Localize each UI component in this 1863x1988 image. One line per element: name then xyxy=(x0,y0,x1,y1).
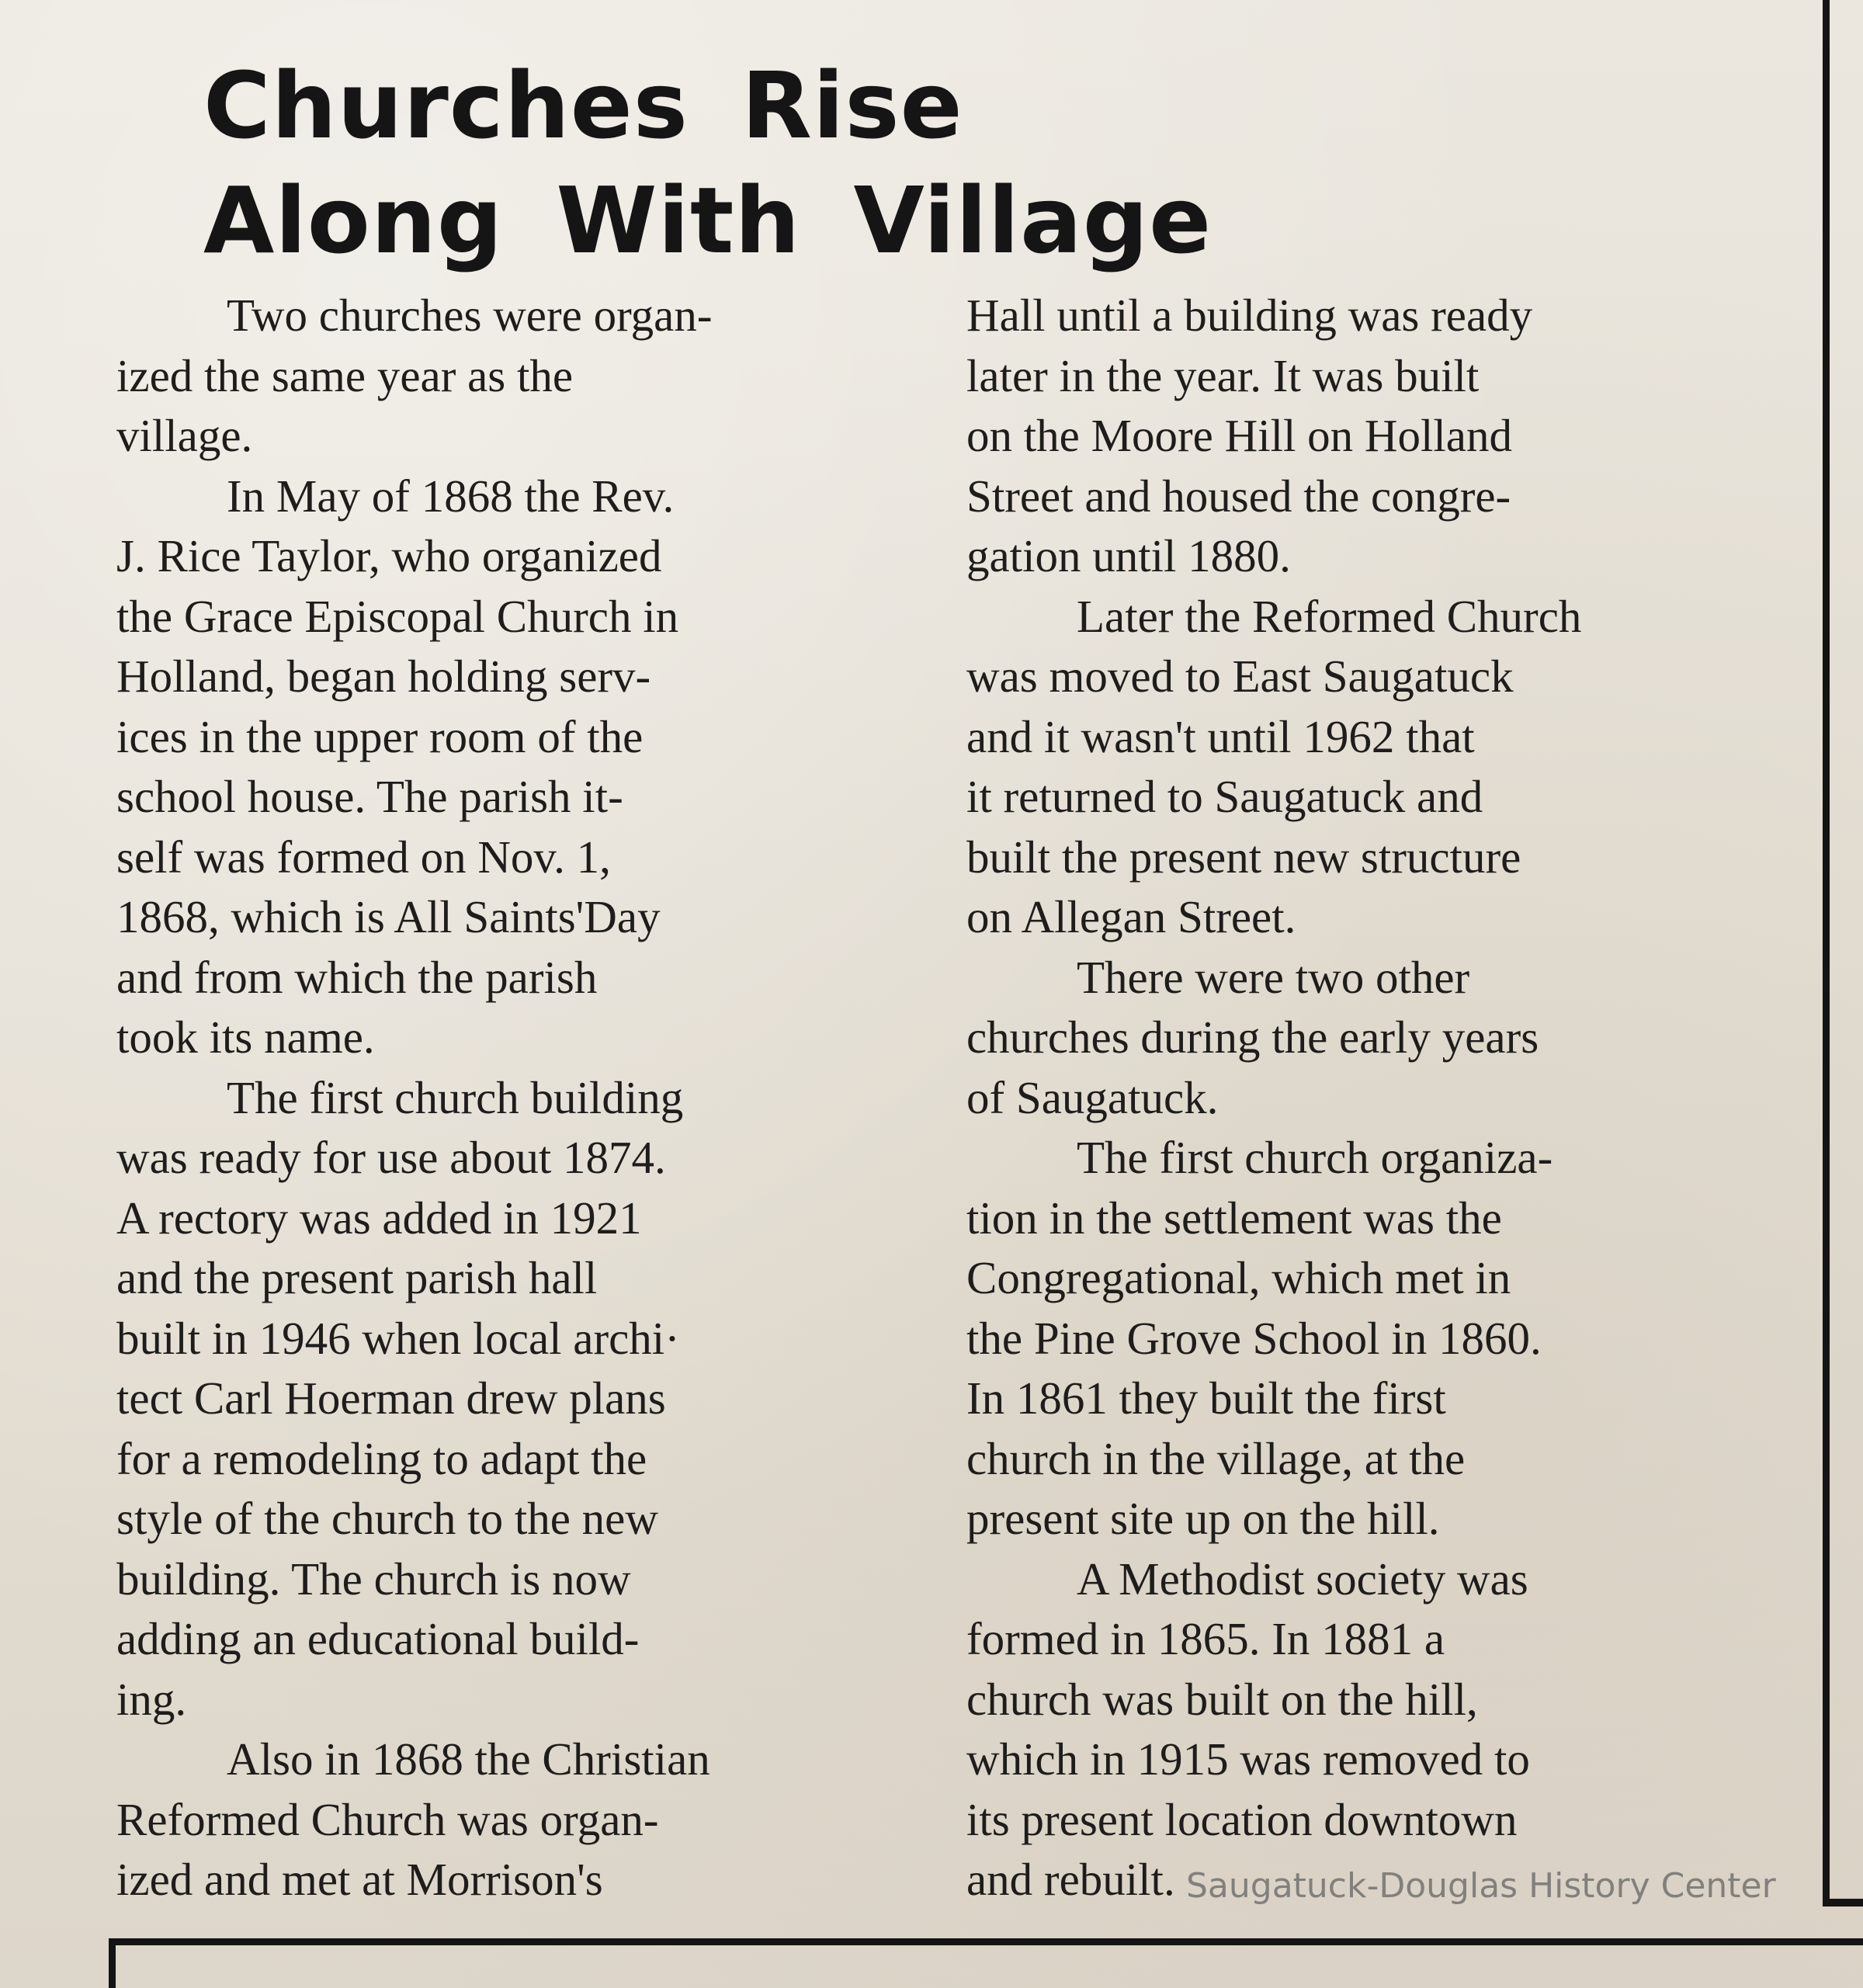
article-line: Congregational, which met in xyxy=(966,1252,1511,1303)
article-headline xyxy=(203,48,1212,278)
watermark: Saugatuck-Douglas History Center xyxy=(1186,1866,1776,1906)
article-line: churches during the early years xyxy=(966,1011,1539,1063)
article-line: was moved to East Saugatuck xyxy=(966,651,1514,702)
article-line: Also in 1868 the Christian xyxy=(227,1733,710,1785)
article-line: took its name. xyxy=(116,1011,375,1063)
article-line: A Methodist society was xyxy=(1077,1553,1528,1605)
border-rule-bottom xyxy=(109,1938,1863,1945)
article-line: style of the church to the new xyxy=(116,1493,658,1544)
article-line: Hall until a building was ready xyxy=(966,290,1533,341)
article-line: formed in 1865. In 1881 a xyxy=(966,1613,1445,1664)
article-line: on the Moore Hill on Holland xyxy=(966,410,1512,461)
article-line: built the present new structure xyxy=(966,831,1521,883)
article-line: Two churches were organ- xyxy=(227,290,713,341)
article-line: church in the village, at the xyxy=(966,1432,1466,1484)
article-line: present site up on the hill. xyxy=(966,1493,1440,1544)
article-line: on Allegan Street. xyxy=(966,891,1296,942)
article-line: it returned to Saugatuck and xyxy=(966,771,1483,822)
article-column-left xyxy=(116,286,713,1910)
article-line: 1868, which is All Saints'Day xyxy=(116,891,661,942)
article-line: ices in the upper room of the xyxy=(116,710,644,762)
article-line: for a remodeling to adapt the xyxy=(116,1432,647,1484)
article-line: gation until 1880. xyxy=(966,530,1291,581)
article-line: ized and met at Morrison's xyxy=(116,1854,603,1905)
article-line: which in 1915 was removed to xyxy=(966,1733,1530,1785)
article-line: adding an educational build- xyxy=(116,1613,640,1664)
headline-line-2: Along With Village xyxy=(203,167,1213,274)
article-line: its present location downtown xyxy=(966,1793,1518,1845)
article-line: and from which the parish xyxy=(116,951,598,1003)
article-line: The first church building xyxy=(227,1071,684,1123)
article-line: Reformed Church was organ- xyxy=(116,1793,659,1845)
article-line: A rectory was added in 1921 xyxy=(116,1192,642,1244)
article-line: of Saugatuck. xyxy=(966,1071,1219,1123)
border-rule-right xyxy=(1823,0,1830,1906)
article-line: later in the year. It was built xyxy=(966,349,1480,401)
article-line: J. Rice Taylor, who organized xyxy=(116,530,662,581)
article-line: and rebuilt. xyxy=(966,1854,1175,1905)
article-line: ized the same year as the xyxy=(116,349,574,401)
article-line: building. The church is now xyxy=(116,1553,631,1605)
article-line: the Grace Episcopal Church in xyxy=(116,590,679,642)
article-line: and the present parish hall xyxy=(116,1252,598,1303)
article-line: ing. xyxy=(116,1673,187,1725)
article-line: church was built on the hill, xyxy=(966,1673,1478,1725)
article-line: built in 1946 when local archi· xyxy=(116,1312,680,1364)
article-line: village. xyxy=(116,410,253,461)
article-line: self was formed on Nov. 1, xyxy=(116,831,611,883)
article-line: In May of 1868 the Rev. xyxy=(227,470,675,522)
article-line: There were two other xyxy=(1077,951,1470,1003)
article-line: school house. The parish it- xyxy=(116,771,623,822)
article-line: Holland, began holding serv- xyxy=(116,651,651,702)
article-line: The first church organiza- xyxy=(1077,1132,1553,1183)
border-rule-bottom-stub xyxy=(109,1938,116,1988)
border-rule-right-foot xyxy=(1823,1899,1863,1906)
article-line: tion in the settlement was the xyxy=(966,1192,1502,1244)
article-column-right xyxy=(966,286,1581,1910)
article-line: Later the Reformed Church xyxy=(1077,590,1582,642)
article-line: and it wasn't until 1962 that xyxy=(966,710,1475,762)
article-line: Street and housed the congre- xyxy=(966,470,1511,522)
article-line: tect Carl Hoerman drew plans xyxy=(116,1372,666,1424)
article-line: the Pine Grove School in 1860. xyxy=(966,1312,1542,1364)
article-line: In 1861 they built the first xyxy=(966,1372,1446,1424)
article-line: was ready for use about 1874. xyxy=(116,1132,666,1183)
headline-line-1: Churches Rise xyxy=(203,52,963,159)
